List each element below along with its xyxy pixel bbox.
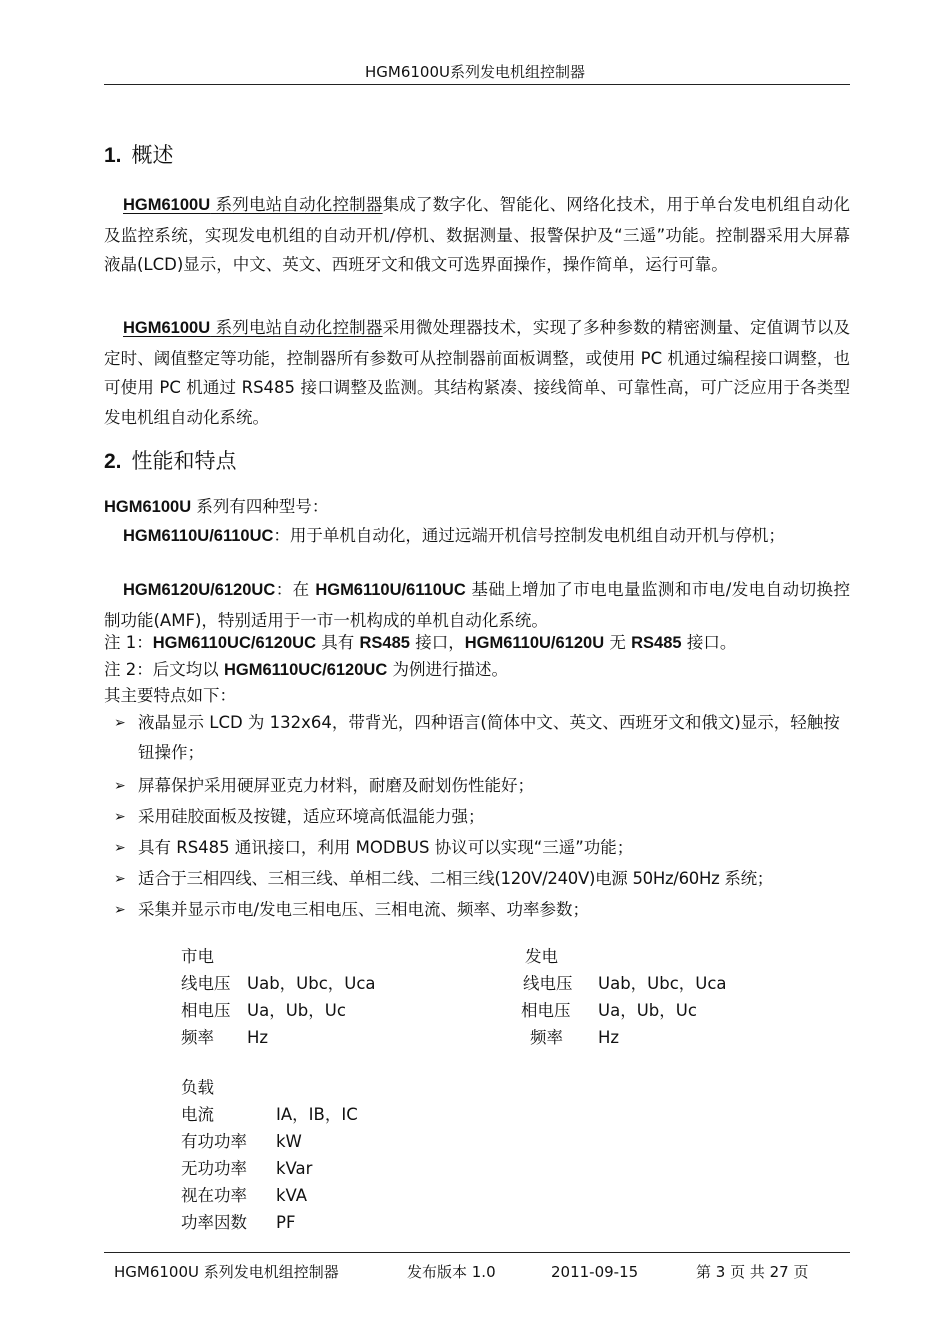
note-1-model: HGM6110UC/6120UC: [152, 634, 316, 652]
gen-line-voltage-value: Uab，Ubc，Uca: [598, 974, 727, 993]
feature-text: 液晶显示 LCD 为 132x64，带背光，四种语言(简体中文、英文、西班牙文和俄文)显示，轻触按钮操作；: [138, 713, 840, 762]
section-1-number: 1.: [104, 144, 122, 167]
note-1-label: 注 1: [104, 633, 137, 652]
model-1-name: HGM6110U/6110UC: [123, 527, 274, 545]
load-value: PF: [276, 1213, 296, 1232]
gen-phase-voltage-label: 相电压: [521, 1001, 571, 1020]
load-label: 无功功率: [181, 1159, 247, 1178]
model-2-text: ：在: [275, 580, 316, 599]
note-1-text: 无: [604, 633, 632, 652]
paragraph-text: 集成了数字化、智能化、网络化技术，用于单台发电机组自动化及监控系统，实现发电机组的自动开机/停机、数据测量、报警保护及“三遥”功能。控制器采用大屏幕液晶(LCD)显示，中文、英文、西班牙文和俄文可选界面操作，操作简单，运行可靠。: [104, 195, 850, 274]
brand-name: HGM6100U: [123, 319, 211, 337]
gen-phase-voltage-value: Ua，Ub，Uc: [598, 1001, 697, 1020]
product-descriptor: 系列电站自动化控制器: [210, 195, 383, 214]
overview-paragraph-2: [104, 313, 850, 432]
note-1: 注 1：HGM6110UC/6120UC 具有 RS485 接口，HGM6110U/6120U 无 RS485 接口。: [104, 633, 737, 652]
footer-date: 2011-09-15: [551, 1263, 639, 1281]
mains-frequency-value: Hz: [247, 1028, 269, 1047]
note-1-model: HGM6110U/6120U: [464, 634, 605, 652]
section-1-title: 概述: [131, 143, 174, 167]
section-1-heading: [104, 141, 174, 170]
arrow-bullet-icon: ➢: [114, 778, 126, 794]
load-label: 电流: [181, 1105, 214, 1124]
load-value: kVar: [276, 1159, 313, 1178]
list-item: [114, 895, 850, 925]
model-2-description: [104, 575, 850, 635]
arrow-bullet-icon: ➢: [114, 871, 126, 887]
feature-text: 屏幕保护采用硬屏亚克力材料，耐磨及耐划伤性能好；: [138, 776, 534, 795]
note-2-text: ：后文均以: [136, 660, 224, 679]
arrow-bullet-icon: ➢: [114, 809, 126, 825]
note-1-text: 接口。: [681, 633, 737, 652]
mains-line-voltage-label: 线电压: [181, 974, 231, 993]
note-1-interface: RS485: [359, 634, 410, 652]
footer-version: 发布版本 1.0: [407, 1263, 496, 1281]
model-2-name: HGM6120U/6120UC: [123, 581, 276, 599]
note-1-text: 接口，: [409, 633, 465, 652]
gen-frequency-label: 频率: [530, 1028, 563, 1047]
gen-frequency-value: Hz: [598, 1028, 620, 1047]
mains-phase-voltage-label: 相电压: [181, 1001, 231, 1020]
feature-text: 适合于三相四线、三相三线、单相二线、二相三线(120V/240V)电源 50Hz/60Hz 系统；: [138, 869, 773, 888]
load-value: kVA: [276, 1186, 308, 1205]
mains-line-voltage-value: Uab，Ubc，Uca: [247, 974, 376, 993]
model-1-text: ：用于单机自动化，通过远端开机信号控制发电机组自动开机与停机；: [273, 526, 785, 545]
footer-rule: [104, 1252, 850, 1253]
header-title: HGM6100U系列发电机组控制器: [365, 63, 585, 81]
note-2-label: 注 2: [104, 660, 137, 679]
list-item: [114, 833, 850, 863]
mains-frequency-label: 频率: [181, 1028, 214, 1047]
product-descriptor: 系列电站自动化控制器: [210, 318, 383, 337]
list-item: [114, 802, 850, 832]
section-2-heading: [104, 447, 237, 476]
note-2-model: HGM6110UC/6120UC: [224, 661, 388, 679]
section-2-title: 性能和特点: [131, 449, 237, 473]
load-label: 视在功率: [181, 1186, 247, 1205]
footer-product: HGM6100U 系列发电机组控制器: [114, 1263, 339, 1281]
model-2-reference: HGM6110U/6110UC: [315, 581, 466, 599]
load-label: 有功功率: [181, 1132, 247, 1151]
load-label: 功率因数: [181, 1213, 247, 1232]
arrow-bullet-icon: ➢: [114, 715, 126, 731]
features-list: [114, 708, 850, 926]
mains-title: 市电: [181, 947, 214, 966]
mains-phase-voltage-value: Ua，Ub，Uc: [247, 1001, 346, 1020]
section-2-number: 2.: [104, 450, 122, 473]
feature-text: 采用硅胶面板及按键，适应环境高低温能力强；: [138, 807, 485, 826]
gen-title: 发电: [525, 947, 558, 966]
load-value: kW: [276, 1132, 302, 1151]
list-item: [114, 708, 850, 768]
paragraph-text: 采用微处理器技术，实现了多种参数的精密测量、定值调节以及定时、阈值整定等功能，控制器所有参数可从控制器前面板调整，或使用 PC 机通过编程接口调整，也可使用 PC 机通过 RS485 接口调整及监测。其结构紧凑、接线简单、可靠性高，可广泛应用于各类型发电机组自动化系统。: [104, 318, 850, 427]
features-intro: 其主要特点如下：: [104, 686, 236, 705]
models-intro-text: 系列有四种型号：: [191, 497, 329, 516]
overview-paragraph-1: [104, 190, 850, 280]
models-intro: [104, 492, 850, 523]
gen-line-voltage-label: 线电压: [523, 974, 573, 993]
note-2-text: 为例进行描述。: [387, 660, 508, 679]
arrow-bullet-icon: ➢: [114, 902, 126, 918]
arrow-bullet-icon: ➢: [114, 840, 126, 856]
list-item: [114, 864, 850, 894]
load-value: IA，IB，IC: [276, 1105, 358, 1124]
model-2-text: 基础上增加了市电电量监测和市电/发电自动切换控制功能(AMF)，特别适用于一市一机构成的单机自动化系统。: [104, 580, 850, 630]
footer-page-number: 第 3 页 共 27 页: [696, 1263, 809, 1281]
feature-text: 采集并显示市电/发电三相电压、三相电流、频率、功率参数；: [138, 900, 590, 919]
note-1-interface: RS485: [631, 634, 682, 652]
feature-text: 具有 RS485 通讯接口，利用 MODBUS 协议可以实现“三遥”功能；: [138, 838, 634, 857]
load-title: 负载: [181, 1078, 214, 1097]
list-item: [114, 771, 850, 801]
header-rule: [104, 84, 850, 85]
brand-name: HGM6100U: [123, 196, 211, 214]
note-1-text: 具有: [316, 633, 360, 652]
model-1-description: [104, 521, 850, 552]
brand-name: HGM6100U: [104, 498, 192, 516]
